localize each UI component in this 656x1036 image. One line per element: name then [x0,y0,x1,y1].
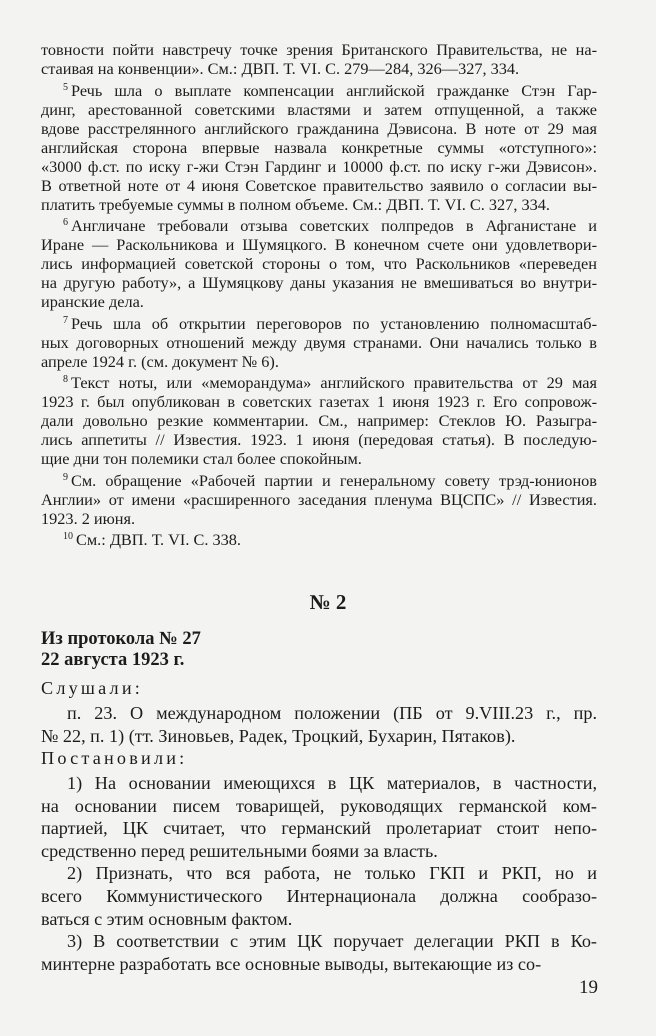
footnote-number: 6 [63,217,68,228]
text-line [41,314,597,333]
line-text: щие дни тон полемики стал более спокойным. [41,449,362,468]
text-line [41,254,597,273]
line-text: См. обращение «Рабочей партии и генеральному совету трэд-юнионов [71,470,597,490]
text-line [41,392,597,411]
footnote [41,530,597,549]
text-line [41,702,597,725]
text-line [41,953,597,976]
line-text: 1923 г. был опубликован в советских газетах 1 июня 1923 г. Его сопровож- [41,392,597,411]
text-line [41,195,597,214]
line-text: вдове расстрелянного английского гражданина Дэвисона. В ноте от 29 мая [41,118,597,138]
footnote-number: 8 [63,374,68,385]
line-text: динг, арестованной советскими властями и затем отпущенной, а также [41,99,597,119]
resolution-item [41,862,597,930]
text-line [41,908,597,931]
text-line [41,292,597,311]
heard-label: Слушали: [41,678,144,698]
line-text: 3) В соответствии с этим ЦК поручает делегации РКП в Ко- [67,931,597,952]
text-line [41,333,597,352]
line-text: 2) Признать, что вся работа, не только ГКП и РКП, но и [67,863,597,884]
document-heading [41,629,201,671]
text-line [41,862,597,885]
text-line [41,772,597,795]
line-text: иранские дела. [41,292,144,311]
footnote-number: 5 [63,81,68,93]
footnotes [41,40,597,552]
text-line [41,449,597,468]
line-text: Речь шла о выплате компенсации английской гражданке Стэн Гар- [71,80,597,100]
text-line [41,352,597,371]
line-text: В ответной ноте от 4 июня Советское правительство заявило о согласии вы- [41,175,597,195]
document-number: № 2 [309,590,347,614]
text-line [41,157,597,176]
text-line [41,176,597,195]
text-line [41,81,597,100]
line-text: № 22, п. 1) (тт. Зиновьев, Радек, Троцкий, Бухарин, Пятаков). [41,725,516,746]
text-line [41,817,597,840]
line-text: стаивая на конвенции». См.: ДВП. Т. VI. С. 279—284, 326—327, 334. [41,59,520,78]
line-text: Иране — Раскольникова и Шумяцкого. В конечном счете они удовлетвори- [41,235,597,254]
text-line [41,490,597,509]
text-line [41,430,597,449]
footnote-number: 9 [63,471,68,483]
line-text: на другую работу», а Шумяцкову даны указания не вмешиваться во внутри- [41,273,597,292]
text-line [41,795,597,818]
resolution-item [41,772,597,862]
footnote-number: 7 [63,314,68,326]
footnote [41,373,597,468]
text-line [41,100,597,119]
line-text: 1923. 2 июня. [41,508,136,528]
text-line [41,530,597,549]
line-text: минтерне разработать все основные выводы, вытекающие из со- [41,953,542,974]
heard-item [41,702,597,747]
text-line [41,373,597,392]
footnote-number: 10 [63,531,73,542]
resolutions [41,772,597,975]
line-text: Текст ноты, или «меморандума» английского правительства от 29 мая [71,373,597,392]
line-text: дали довольно резкие комментарии. См., например: Стеклов Ю. Разыгра- [41,411,597,430]
text-line [41,119,597,138]
text-line [41,471,597,490]
text-line [41,59,597,78]
footnote [41,471,597,528]
line-text: п. 23. О международном положении (ПБ от 9.VIII.23 г., пр. [67,703,597,723]
text-line [41,138,597,157]
heard-section [41,702,597,747]
text-line [41,235,597,254]
text-line [41,40,597,59]
line-text: средственно перед решительными боями за власть. [41,840,438,861]
text-line [41,216,597,235]
line-text: всего Коммунистического Интернационала должна сообразо- [41,885,597,906]
line-text: Речь шла об открытии переговоров по установлению полномасштаб- [71,313,597,333]
footnote [41,314,597,371]
heading-protocol: Из протокола № 27 [41,629,201,649]
line-text: ных договорных отношений между двумя странами. Они начались только в [41,332,597,352]
line-text: английская сторона впервые назвала конкретные суммы «отступного»: [41,137,597,157]
line-text: ваться с этим основным фактом. [41,908,293,929]
text-line [41,273,597,292]
line-text: апреле 1924 г. (см. документ № 6). [41,351,279,371]
line-text: «3000 ф.ст. по иску г-жи Стэн Гардинг и 10000 ф.ст. по иску г-жи Дэвисон». [41,156,597,176]
text-line [41,885,597,908]
line-text: Англии» от имени «расширенного заседания пленума ВЦСПС» // Известия. [41,489,597,509]
text-line [41,930,597,953]
line-text: партией, ЦК считает, что германский пролетариат стоит непо- [41,818,597,839]
heading-date: 22 августа 1923 г. [41,650,185,670]
footnote [41,216,597,311]
line-text: на основании писем товарищей, руководящих германской ком- [41,795,597,816]
line-text: См.: ДВП. Т. VI. С. 338. [76,530,241,549]
resolution-item [41,930,597,975]
text-line [41,509,597,528]
line-text: товности пойти навстречу точке зрения Британского Правительства, не на- [41,40,597,59]
page-number: 19 [579,977,598,998]
footnote [41,81,597,214]
line-text: лись аппетиты // Известия. 1923. 1 июня (передовая статья). В последую- [41,430,597,449]
line-text: платить требуемые суммы в полном объеме. См.: ДВП. Т. VI. С. 327, 334. [41,194,550,214]
line-text: Англичане требовали отзыва советских полпредов в Афганистане и [71,216,597,235]
line-text: 1) На основании имеющихся в ЦК материалов, в частности, [67,773,597,793]
footnote [41,40,597,78]
text-line [41,411,597,430]
resolved-label: Постановили: [41,748,188,768]
line-text: лись информацией советской стороны о том, что Раскольников «переведен [41,254,597,273]
text-line [41,725,597,748]
text-line [41,840,597,863]
